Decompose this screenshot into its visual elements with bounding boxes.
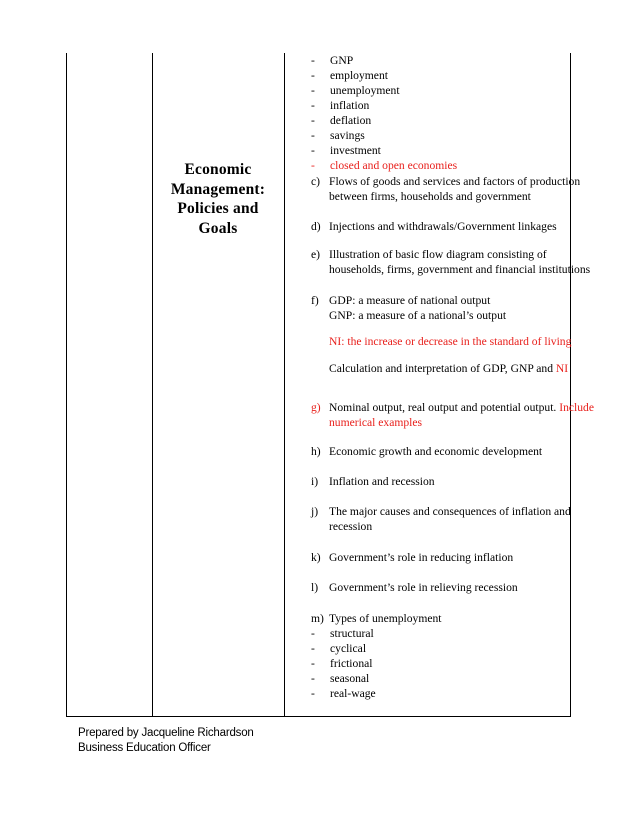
- item-g-text-red: Include: [559, 401, 594, 414]
- bullet-text: deflation: [330, 114, 372, 127]
- item-text: Inflation and recession: [329, 475, 435, 488]
- item-label: c): [311, 175, 321, 188]
- bullet-dash: -: [311, 129, 315, 142]
- item-text: [329, 400, 594, 415]
- item-text: GNP: a measure of a national’s output: [329, 309, 507, 322]
- column-divider-2: [284, 53, 285, 717]
- bullet-text: investment: [330, 144, 381, 157]
- bullet-dash: -: [311, 114, 315, 127]
- topic-title-line: Management:: [170, 180, 266, 198]
- column-divider-1: [152, 53, 153, 717]
- item-text: Illustration of basic flow diagram consisting of: [329, 248, 547, 261]
- bullet-dash: -: [311, 159, 315, 172]
- bullet-dash: -: [311, 54, 315, 67]
- footer-prepared-by: Prepared by Jacqueline Richardson: [78, 727, 254, 739]
- bullet-text: employment: [330, 69, 388, 82]
- bullet-dash: -: [311, 687, 315, 700]
- item-label: l): [311, 581, 319, 594]
- bullet-text: frictional: [330, 657, 373, 670]
- calc-text: Calculation and interpretation of GDP, GNP and: [329, 362, 556, 375]
- bullet-dash: -: [311, 144, 315, 157]
- bullet-text: inflation: [330, 99, 370, 112]
- bullet-dash: -: [311, 657, 315, 670]
- item-text: Types of unemployment: [329, 612, 442, 625]
- bullet-text: structural: [330, 627, 374, 640]
- item-text: numerical examples: [329, 416, 423, 429]
- bullet-text: seasonal: [330, 672, 370, 685]
- item-text: households, firms, government and financial institutions: [329, 263, 591, 276]
- bullet-text: savings: [330, 129, 365, 142]
- item-text: Economic growth and economic development: [329, 445, 543, 458]
- item-text: GDP: a measure of national output: [329, 294, 491, 307]
- item-text: recession: [329, 520, 373, 533]
- topic-title-line: Policies and: [177, 200, 259, 217]
- bullet-dash: -: [311, 672, 315, 685]
- item-label: h): [311, 445, 321, 458]
- bullet-dash: -: [311, 84, 315, 97]
- bullet-text: real-wage: [330, 687, 376, 700]
- topic-title-line: Economic: [184, 161, 252, 178]
- item-label: e): [311, 248, 321, 261]
- bullet-text: cyclical: [330, 642, 367, 655]
- item-label: k): [311, 551, 321, 564]
- bullet-dash: -: [311, 627, 315, 640]
- bullet-dash: -: [311, 99, 315, 112]
- footer-job-title: Business Education Officer: [78, 742, 211, 754]
- item-text: Flows of goods and services and factors of production: [329, 175, 581, 188]
- item-label: j): [311, 505, 319, 518]
- item-label: d): [311, 220, 321, 233]
- topic-title: [152, 160, 284, 238]
- bullet-text: unemployment: [330, 84, 400, 97]
- calc-text-red: NI: [555, 362, 569, 375]
- item-label: g): [311, 401, 321, 414]
- bullet-dash: -: [311, 69, 315, 82]
- item-text: between firms, households and government: [329, 190, 531, 203]
- topic-title-line: Goals: [198, 219, 238, 237]
- item-text: The major causes and consequences of inflation and: [329, 505, 571, 518]
- item-text: Injections and withdrawals/Government linkages: [329, 220, 557, 233]
- item-text: Government’s role in reducing inflation: [329, 551, 514, 564]
- item-label: i): [311, 475, 319, 488]
- item-text: Government’s role in relieving recession: [329, 581, 518, 594]
- bullet-text: closed and open economies: [330, 159, 458, 172]
- bullet-dash: -: [311, 642, 315, 655]
- item-text: [329, 361, 568, 376]
- item-label: f): [311, 294, 319, 307]
- item-text: NI: the increase or decrease in the standard of living: [329, 335, 572, 348]
- item-label: m): [311, 612, 324, 625]
- bullet-text: GNP: [330, 54, 354, 67]
- item-g-text: Nominal output, real output and potential output.: [329, 401, 560, 414]
- footer: [78, 726, 254, 756]
